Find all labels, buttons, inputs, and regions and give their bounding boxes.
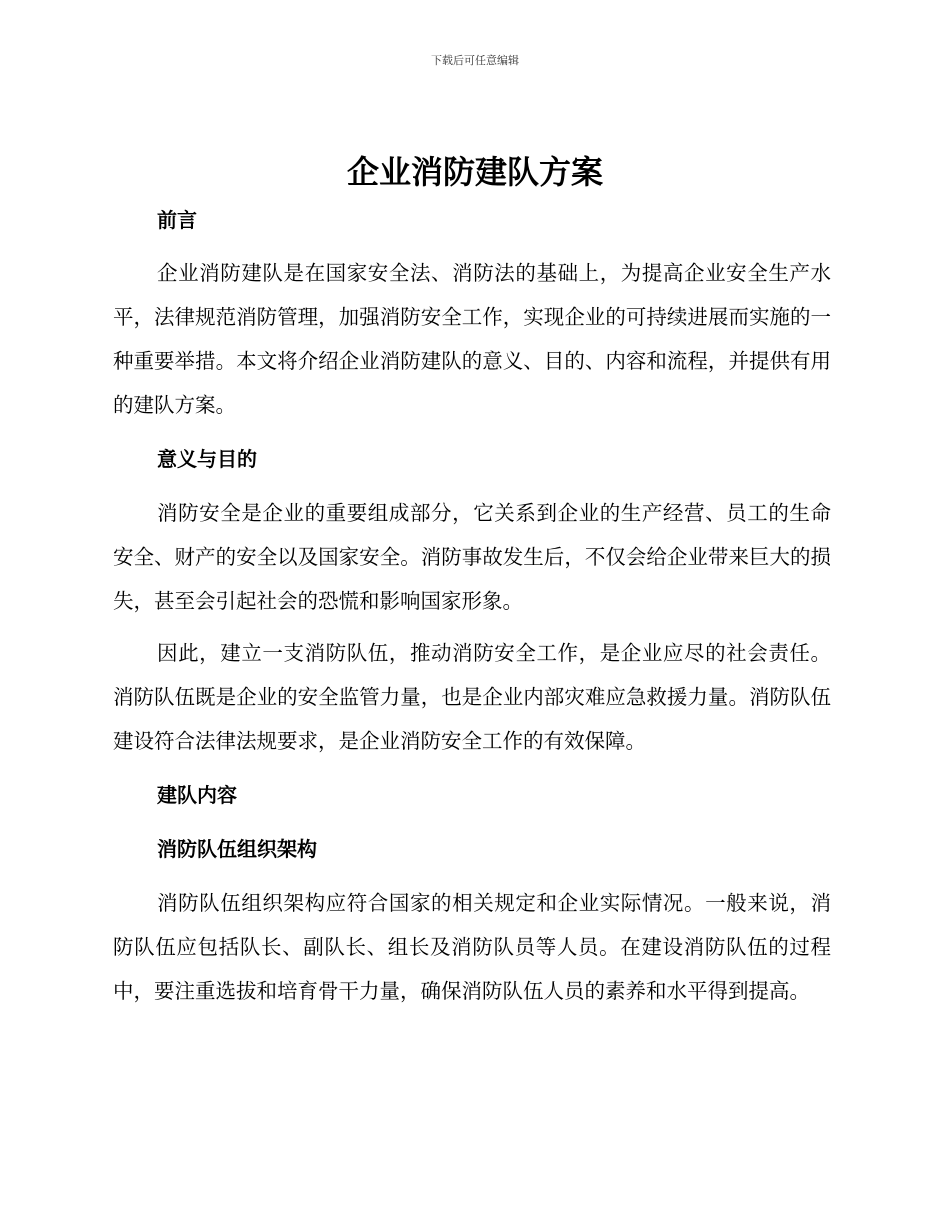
section-heading-preface: 前言 bbox=[157, 208, 197, 232]
paragraph-preface: 企业消防建队是在国家安全法、消防法的基础上，为提高企业安全生产水平，法律规范消防管理，加强消防安全工作，实现企业的可持续进展而实施的一种重要举措。本文将介绍企业消防建队的意义、目的、内容和流程，并提供有用的建队方案。 bbox=[113, 261, 831, 417]
paragraph-purpose-1: 消防安全是企业的重要组成部分，它关系到企业的生产经营、员工的生命安全、财产的安全以及国家安全。消防事故发生后，不仅会给企业带来巨大的损失，甚至会引起社会的恐慌和影响国家形象。 bbox=[113, 501, 831, 613]
section-heading-purpose: 意义与目的 bbox=[157, 447, 257, 471]
document-title: 企业消防建队方案 bbox=[346, 153, 603, 191]
subsection-heading-organization: 消防队伍组织架构 bbox=[157, 837, 317, 861]
paragraph-purpose-2: 因此，建立一支消防队伍，推动消防安全工作，是企业应尽的社会责任。消防队伍既是企业的安全监管力量，也是企业内部灾难应急救援力量。消防队伍建设符合法律法规要求，是企业消防安全工作的有效保障。 bbox=[113, 641, 831, 753]
paragraph-organization: 消防队伍组织架构应符合国家的相关规定和企业实际情况。一般来说，消防队伍应包括队长、副队长、组长及消防队员等人员。在建设消防队伍的过程中，要注重选拔和培育骨干力量，确保消防队伍人员的素养和水平得到提高。 bbox=[113, 891, 831, 1003]
page-header: 下载后可任意编辑 bbox=[431, 54, 519, 67]
document-body bbox=[113, 200, 831, 1013]
section-heading-content: 建队内容 bbox=[157, 783, 237, 807]
